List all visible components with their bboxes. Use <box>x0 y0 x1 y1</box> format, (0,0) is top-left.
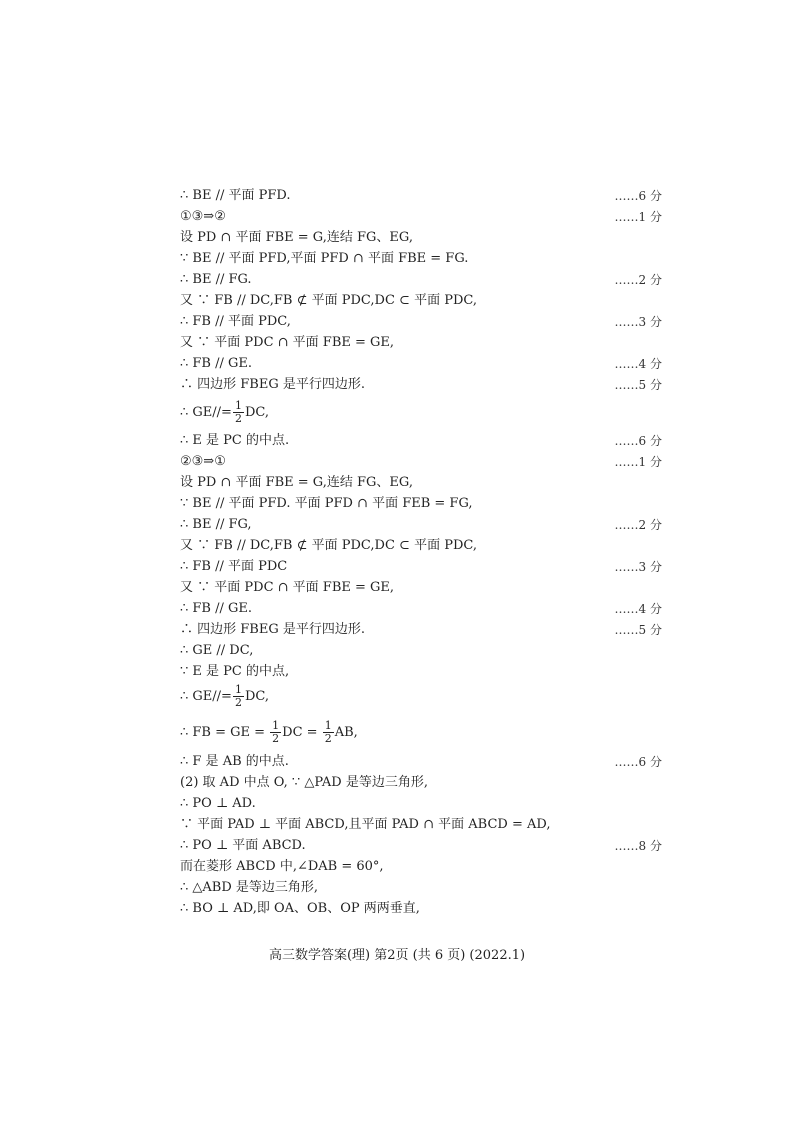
page-footer: 高三数学答案(理) 第2页 (共 6 页) (2022.1) <box>268 948 526 963</box>
fraction: $\frac{1}{2}$ <box>234 399 242 425</box>
solution-line: ∴ E 是 PC 的中点. ……6 分 <box>180 433 662 448</box>
fraction: $\frac{1}{2}$ <box>324 719 332 745</box>
solution-line: 又 ∵ FB // DC,FB ⊄ 平面 PDC,DC ⊂ 平面 PDC, <box>180 538 477 553</box>
solution-line: 又 ∵ 平面 PDC ∩ 平面 FBE = GE, <box>180 580 395 595</box>
score-mark: ……6 分 <box>614 434 662 448</box>
solution-line: 设 PD ∩ 平面 FBE = G,连结 FG、EG, <box>180 230 413 245</box>
solution-line: ∵ 平面 PAD ⊥ 平面 ABCD,且平面 PAD ∩ 平面 ABCD = AD, <box>180 817 551 832</box>
solution-line: (2) 取 AD 中点 O, ∵ △PAD 是等边三角形, <box>180 775 428 790</box>
solution-line: 设 PD ∩ 平面 FBE = G,连结 FG、EG, <box>180 475 413 490</box>
score-mark: ……2 分 <box>614 273 662 287</box>
fraction: $\frac{1}{2}$ <box>272 719 280 745</box>
solution-line: ∴ FB // 平面 PDC ……3 分 <box>180 559 662 574</box>
parallel-equal-symbol: //= <box>212 689 232 704</box>
score-mark: ……6 分 <box>614 189 662 203</box>
solution-line: ∴ PO ⊥ 平面 ABCD. ……8 分 <box>180 838 662 853</box>
fraction: $\frac{1}{2}$ <box>234 683 242 709</box>
score-mark: ……2 分 <box>614 518 662 532</box>
solution-line: 又 ∵ FB // DC,FB ⊄ 平面 PDC,DC ⊂ 平面 PDC, <box>180 293 477 308</box>
solution-line: ∴ BE // 平面 PFD. ……6 分 <box>180 188 662 203</box>
solution-line: ∵ BE // 平面 PFD,平面 PFD ∩ 平面 FBE = FG. <box>180 251 469 266</box>
score-mark: ……8 分 <box>614 839 662 853</box>
solution-line: ∴ FB // GE. ……4 分 <box>180 601 662 616</box>
score-mark: ……3 分 <box>614 560 662 574</box>
solution-line: 而在菱形 ABCD 中,∠DAB = 60°, <box>180 859 384 874</box>
solution-line: ∴ FB // GE. ……4 分 <box>180 356 662 371</box>
solution-line: ∴ 四边形 FBEG 是平行四边形. ……5 分 <box>180 377 662 392</box>
score-mark: ……3 分 <box>614 315 662 329</box>
solution-line: ∴ △ABD 是等边三角形, <box>180 880 319 895</box>
solution-line: 又 ∵ 平面 PDC ∩ 平面 FBE = GE, <box>180 335 395 350</box>
solution-line: ①③⇒② ……1 分 <box>180 209 662 224</box>
solution-line: ∵ BE // 平面 PFD. 平面 PFD ∩ 平面 FEB = FG, <box>180 496 473 511</box>
score-mark: ……4 分 <box>614 602 662 616</box>
score-mark: ……5 分 <box>614 378 662 392</box>
score-mark: ……4 分 <box>614 357 662 371</box>
solution-line: ∴ BO ⊥ AD,即 OA、OB、OP 两两垂直, <box>180 901 420 916</box>
solution-line: ∵ E 是 PC 的中点, <box>180 664 290 679</box>
solution-line: ②③⇒① ……1 分 <box>180 454 662 469</box>
solution-line-fraction: ∴ FB = GE = $\frac{1}{2}$ DC = $\frac{1}{2}$ AB, <box>180 719 358 745</box>
solution-line-fraction: ∴ GE//= $\frac{1}{2}$ DC, <box>180 683 269 709</box>
score-mark: ……5 分 <box>614 623 662 637</box>
solution-line: ∴ PO ⊥ AD. <box>180 796 256 811</box>
solution-line: ∴ BE // FG, ……2 分 <box>180 517 662 532</box>
solution-line: ∴ BE // FG. ……2 分 <box>180 272 662 287</box>
solution-line-fraction: ∴ GE//= $\frac{1}{2}$ DC, <box>180 399 269 425</box>
solution-line: ∴ FB // 平面 PDC, ……3 分 <box>180 314 662 329</box>
solution-line: ∴ GE // DC, <box>180 643 254 658</box>
score-mark: ……1 分 <box>614 455 662 469</box>
parallel-equal-symbol: //= <box>212 405 232 420</box>
solution-line: ∴ 四边形 FBEG 是平行四边形. ……5 分 <box>180 622 662 637</box>
solution-line: ∴ F 是 AB 的中点. ……6 分 <box>180 754 662 769</box>
score-mark: ……6 分 <box>614 755 662 769</box>
score-mark: ……1 分 <box>614 210 662 224</box>
